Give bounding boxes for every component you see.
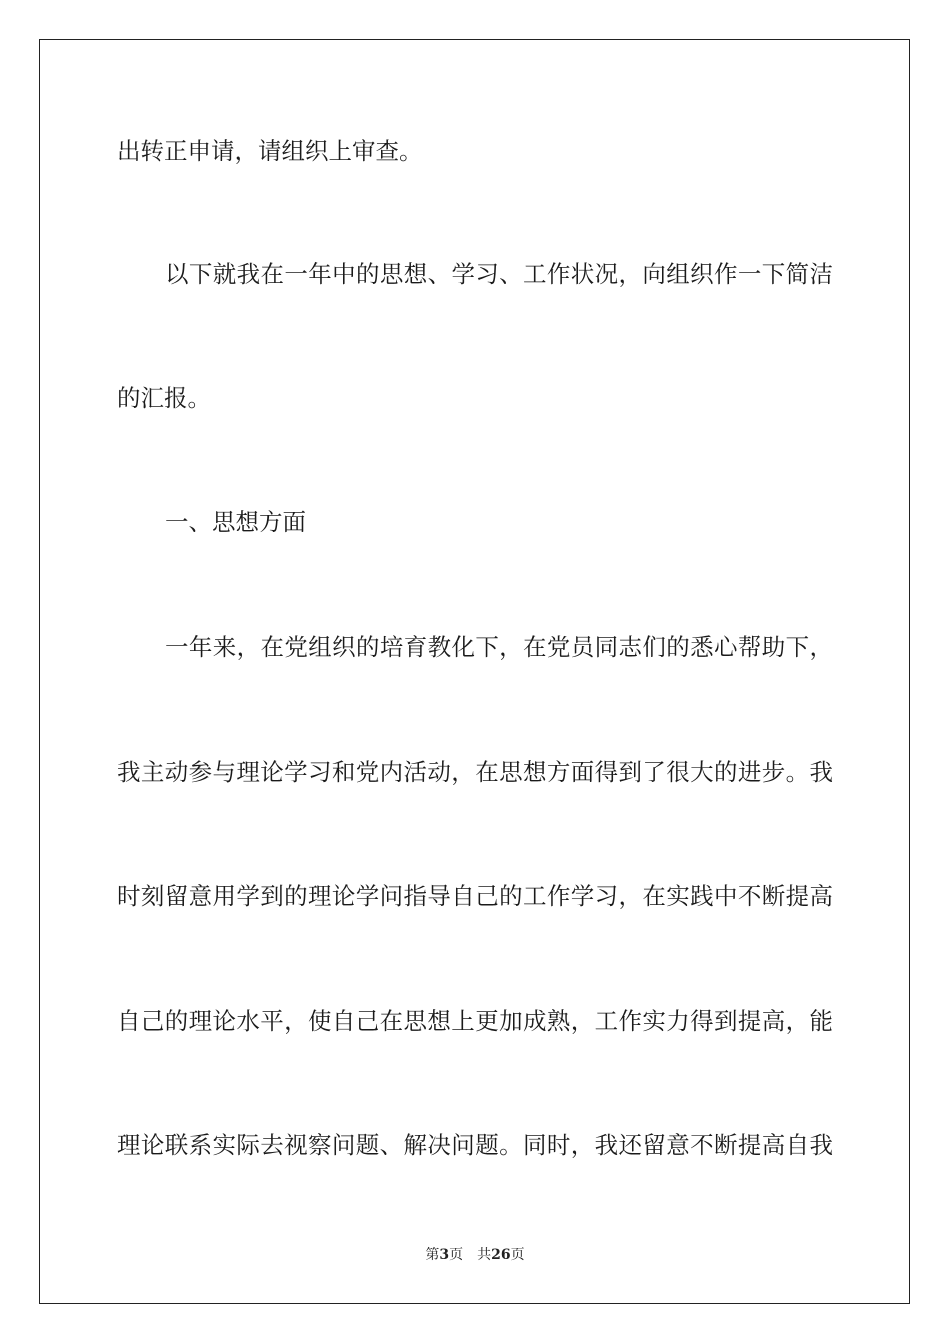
text-line-7: 时刻留意用学到的理论学问指导自己的工作学习，在实践中不断提高 — [117, 882, 833, 910]
text-line-9: 理论联系实际去视察问题、解决问题。同时，我还留意不断提高自我 — [117, 1131, 833, 1159]
text-line-8: 自己的理论水平，使自己在思想上更加成熟，工作实力得到提高，能 — [117, 1007, 833, 1035]
text-line-3: 的汇报。 — [117, 384, 211, 412]
text-line-1: 出转正申请，请组织上审查。 — [117, 137, 423, 165]
page-number: 3 — [439, 1247, 450, 1263]
page-frame — [39, 39, 910, 1304]
text-line-5: 一年来，在党组织的培育教化下，在党员同志们的悉心帮助下， — [165, 633, 833, 661]
page-suffix: 页 — [449, 1247, 464, 1263]
total-suffix: 页 — [510, 1247, 525, 1263]
total-prefix: 共 — [477, 1247, 492, 1263]
section-heading: 一、思想方面 — [165, 508, 306, 536]
page-prefix: 第 — [425, 1247, 440, 1263]
text-line-2: 以下就我在一年中的思想、学习、工作状况，向组织作一下简洁 — [165, 260, 833, 288]
text-line-6: 我主动参与理论学习和党内活动，在思想方面得到了很大的进步。我 — [117, 758, 833, 786]
page-footer — [0, 1246, 950, 1264]
total-pages: 26 — [491, 1247, 511, 1263]
